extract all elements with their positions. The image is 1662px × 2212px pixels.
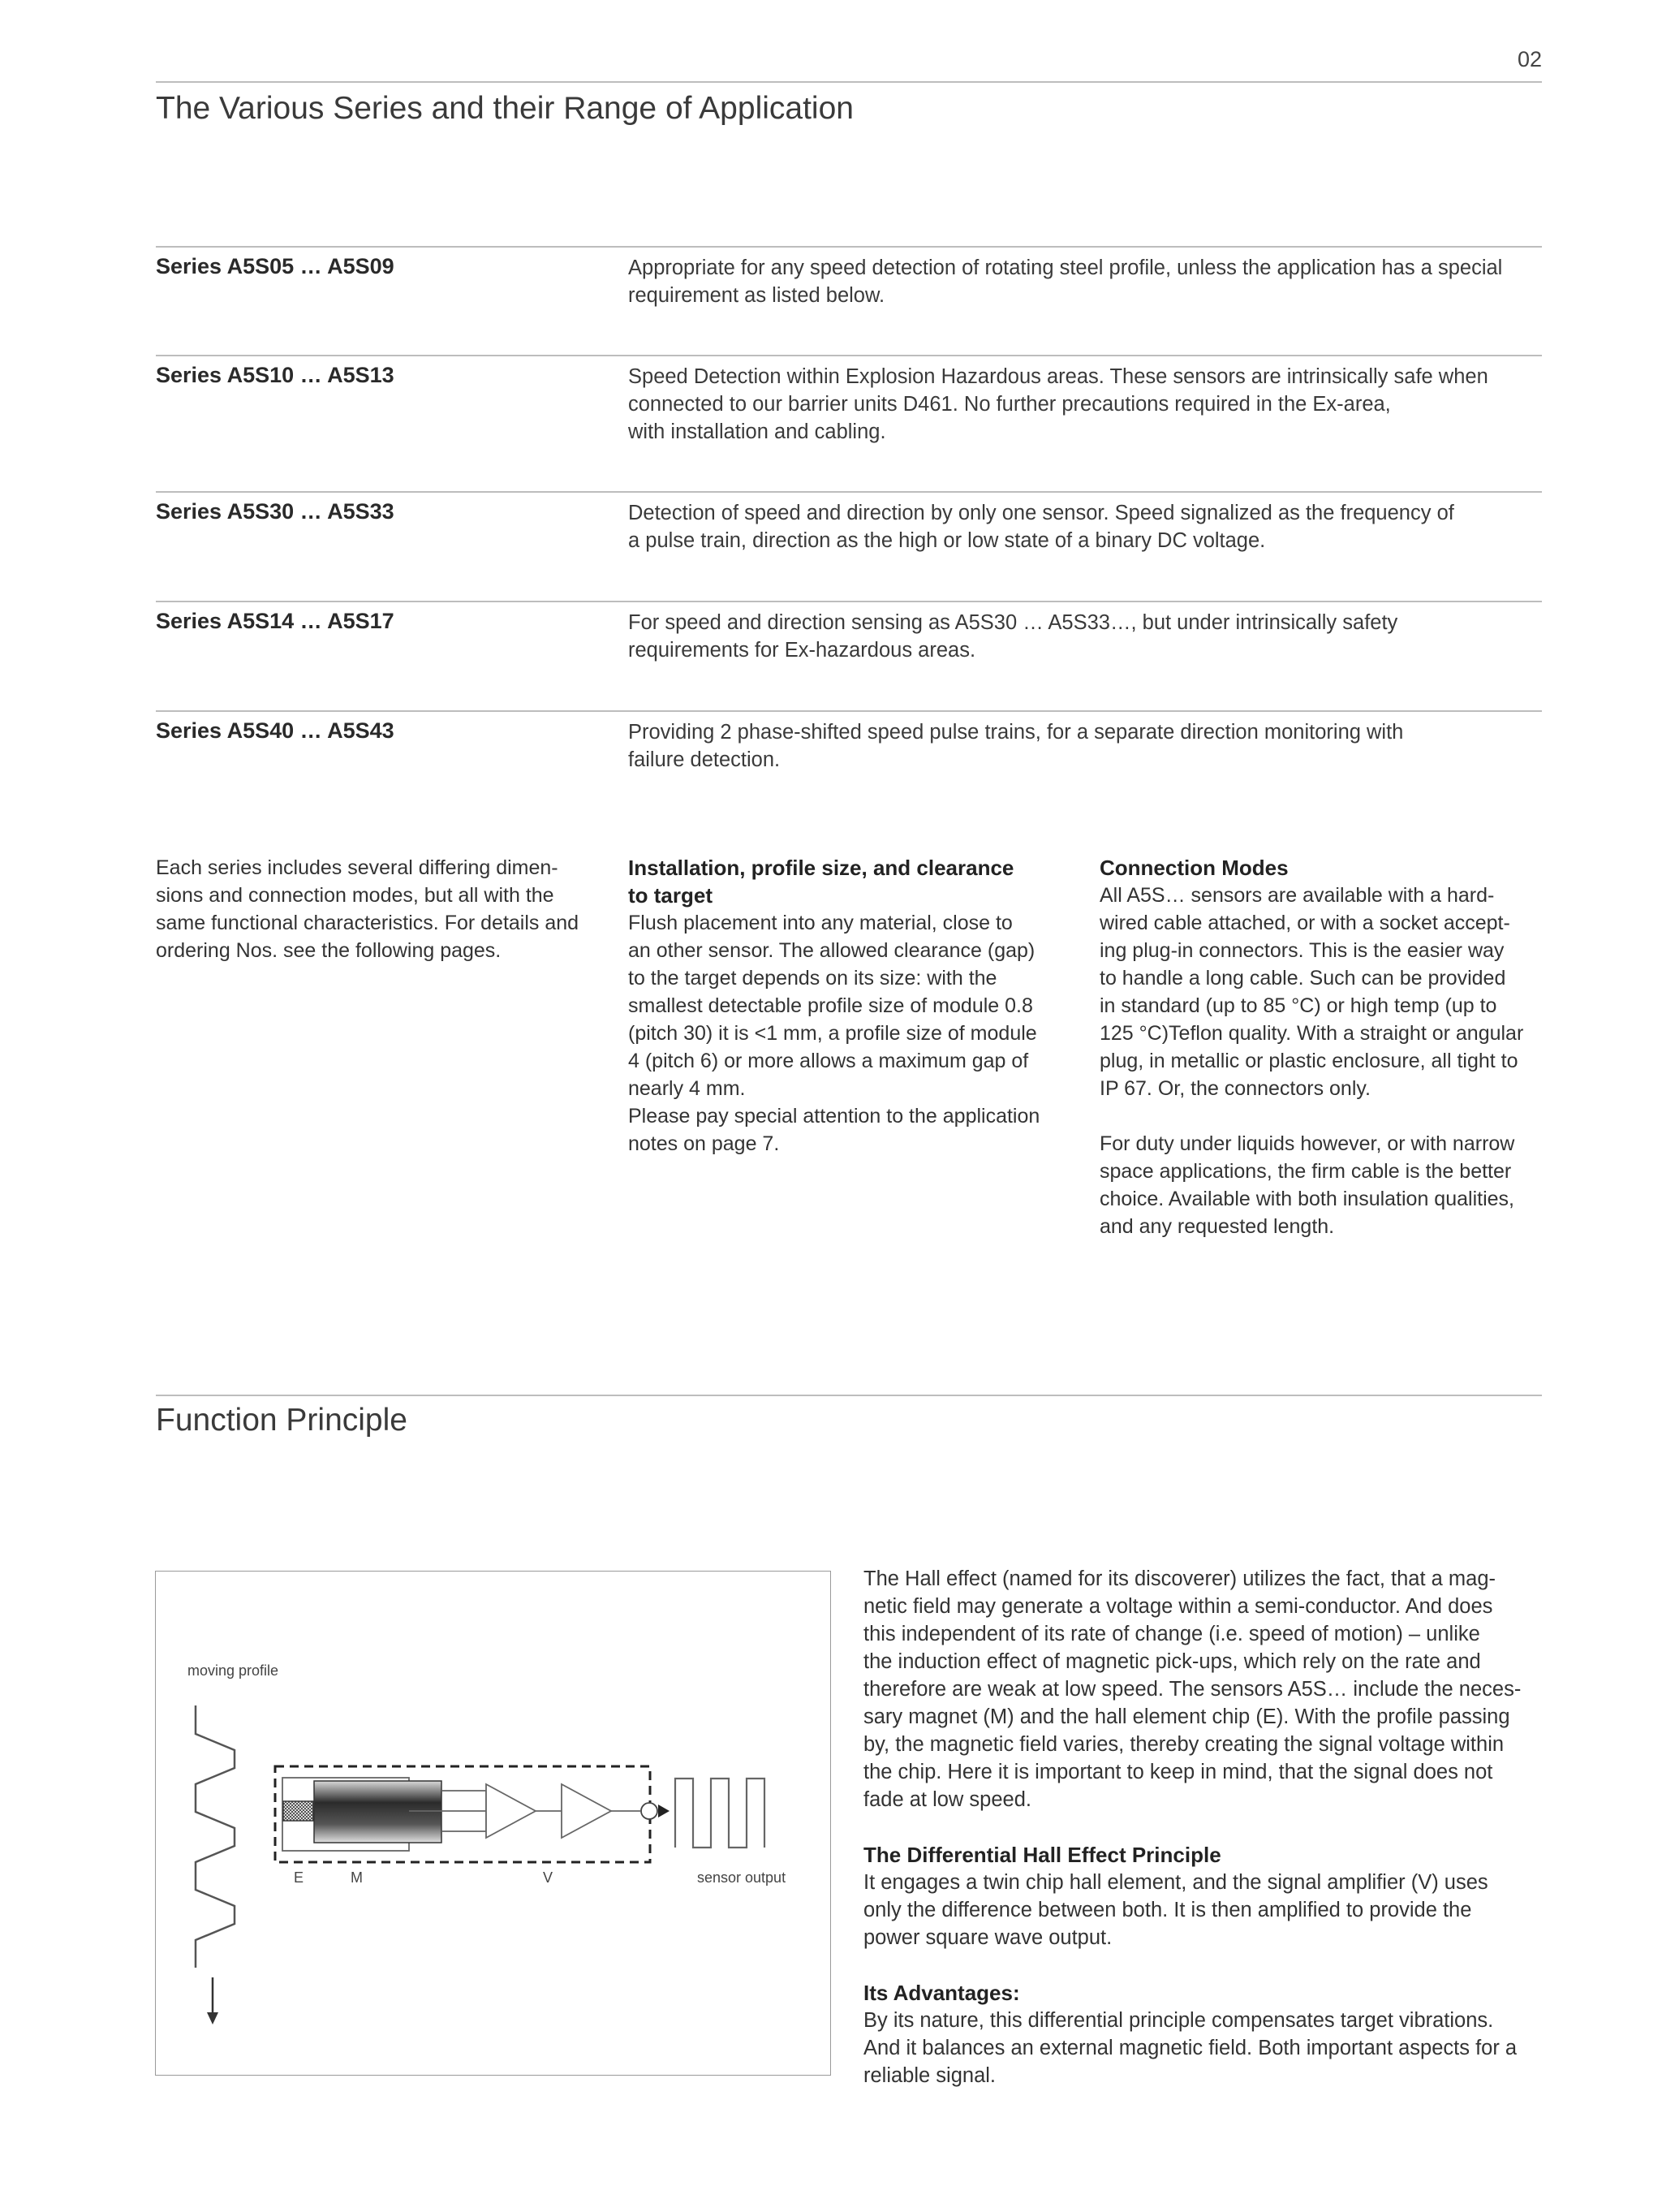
series-name: Series A5S05 … A5S09 bbox=[156, 254, 394, 278]
hall-element-chip bbox=[283, 1801, 313, 1821]
series-description: Appropriate for any speed detection of rotating steel profile, unless the application has a special requirement as listed below. bbox=[628, 257, 1503, 307]
text-line: ing plug-in connectors. This is the easier way bbox=[1100, 939, 1505, 962]
diagram-graphic bbox=[156, 1572, 832, 2076]
text-line: The Hall effect (named for its discoverer) utilizes the fact, that a mag- bbox=[863, 1567, 1496, 1590]
series-rule bbox=[156, 491, 1542, 493]
text-line: the induction effect of magnetic pick-ups, which rely on the rate and bbox=[863, 1650, 1481, 1673]
spacer bbox=[863, 1813, 1545, 1841]
section-title-function: Function Principle bbox=[156, 1403, 407, 1438]
text-line: All A5S… sensors are available with a hard- bbox=[1100, 884, 1495, 907]
series-name: Series A5S10 … A5S13 bbox=[156, 363, 394, 387]
section-rule bbox=[156, 1395, 1542, 1396]
text-line: By its nature, this differential principle compensates target vibrations. bbox=[863, 2009, 1494, 2032]
text-line: It engages a twin chip hall element, and the signal amplifier (V) uses bbox=[863, 1871, 1488, 1894]
text-line: and any requested length. bbox=[1100, 1215, 1335, 1238]
spacer bbox=[1100, 1102, 1554, 1130]
label-v: V bbox=[543, 1869, 553, 1886]
text-line: sions and connection modes, but all with the bbox=[156, 884, 554, 907]
text-line: IP 67. Or, the connectors only. bbox=[1100, 1077, 1371, 1100]
text-line: nearly 4 mm. bbox=[628, 1077, 746, 1100]
text-line: an other sensor. The allowed clearance (gap) bbox=[628, 939, 1036, 962]
direction-arrow-head bbox=[207, 2012, 218, 2024]
text-line: to the target depends on its size: with the bbox=[628, 967, 997, 990]
label-m: M bbox=[351, 1869, 363, 1886]
text-line: in standard (up to 85 °C) or high temp (up to bbox=[1100, 994, 1497, 1017]
sensor-output-label: sensor output bbox=[697, 1869, 786, 1886]
connection-heading: Connection Modes bbox=[1100, 856, 1289, 880]
series-name: Series A5S14 … A5S17 bbox=[156, 609, 394, 633]
series-description: For speed and direction sensing as A5S30 … A5S33…, but under intrinsically safety requirements for Ex-hazardous areas. bbox=[628, 611, 1398, 662]
text-line: Each series includes several differing dimen- bbox=[156, 856, 558, 879]
magnet bbox=[314, 1781, 441, 1843]
series-rule bbox=[156, 355, 1542, 356]
text-line: netic field may generate a voltage within a semi-conductor. And does bbox=[863, 1595, 1493, 1618]
moving-profile-label: moving profile bbox=[187, 1662, 279, 1679]
text-line: therefore are weak at low speed. The sensors A5S… include the neces- bbox=[863, 1678, 1522, 1701]
intro-column bbox=[156, 854, 610, 964]
series-name: Series A5S40 … A5S43 bbox=[156, 718, 394, 743]
text-line: 4 (pitch 6) or more allows a maximum gap of bbox=[628, 1050, 1029, 1072]
text-line: only the difference between both. It is then amplified to provide the bbox=[863, 1899, 1472, 1921]
text-line: the chip. Here it is important to keep in mind, that the signal does not bbox=[863, 1761, 1493, 1783]
text-line: to handle a long cable. Such can be provided bbox=[1100, 967, 1506, 990]
amplifier-2 bbox=[562, 1784, 611, 1838]
differential-heading: The Differential Hall Effect Principle bbox=[863, 1843, 1221, 1867]
series-rule bbox=[156, 710, 1542, 712]
text-line: smallest detectable profile size of module 0.8 bbox=[628, 994, 1033, 1017]
text-line: notes on page 7. bbox=[628, 1132, 780, 1155]
square-wave-output bbox=[675, 1779, 764, 1848]
text-line: ordering Nos. see the following pages. bbox=[156, 939, 502, 962]
spacer bbox=[863, 1951, 1545, 1979]
text-line: (pitch 30) it is <1 mm, a profile size of module bbox=[628, 1022, 1037, 1045]
text-line: reliable signal. bbox=[863, 2064, 997, 2087]
text-line: same functional characteristics. For details and bbox=[156, 912, 579, 934]
series-name: Series A5S30 … A5S33 bbox=[156, 499, 394, 524]
output-arrow bbox=[658, 1805, 670, 1817]
installation-heading: Installation, profile size, and clearance bbox=[628, 856, 1014, 880]
text-line: 125 °C)Teflon quality. With a straight or angular bbox=[1100, 1022, 1524, 1045]
text-line: plug, in metallic or plastic enclosure, all tight to bbox=[1100, 1050, 1518, 1072]
moving-profile-teeth bbox=[196, 1705, 235, 1968]
series-description: Detection of speed and direction by only one sensor. Speed signalized as the frequency of a pulse train, direction as the high or low state of a binary DC voltage. bbox=[628, 502, 1454, 552]
text-line: sary magnet (M) and the hall element chip (E). With the profile passing bbox=[863, 1705, 1510, 1728]
amplifier-1 bbox=[486, 1784, 536, 1838]
connection-column bbox=[1100, 854, 1554, 1240]
text-line: Please pay special attention to the application bbox=[628, 1105, 1040, 1128]
text-line: For duty under liquids however, or with narrow bbox=[1100, 1132, 1515, 1155]
section-title-series: The Various Series and their Range of Application bbox=[156, 91, 854, 126]
series-rule bbox=[156, 246, 1542, 248]
installation-heading: to target bbox=[628, 883, 713, 908]
text-line: power square wave output. bbox=[863, 1926, 1113, 1949]
text-line: wired cable attached, or with a socket accept- bbox=[1100, 912, 1510, 934]
series-description: Providing 2 phase-shifted speed pulse trains, for a separate direction monitoring with failure detection. bbox=[628, 721, 1404, 771]
text-line: fade at low speed. bbox=[863, 1788, 1031, 1811]
text-line: space applications, the firm cable is the better bbox=[1100, 1160, 1512, 1183]
series-rule bbox=[156, 601, 1542, 602]
label-e: E bbox=[294, 1869, 304, 1886]
text-line: choice. Available with both insulation qualities, bbox=[1100, 1188, 1514, 1210]
function-description bbox=[863, 1565, 1545, 2089]
page-number: 02 bbox=[1517, 47, 1542, 71]
text-line: by, the magnetic field varies, thereby creating the signal voltage within bbox=[863, 1733, 1505, 1756]
text-line: And it balances an external magnetic field. Both important aspects for a bbox=[863, 2037, 1518, 2059]
advantages-heading: Its Advantages: bbox=[863, 1981, 1020, 2005]
hall-sensor-diagram bbox=[155, 1571, 831, 2076]
text-line: this independent of its rate of change (i.e. speed of motion) – unlike bbox=[863, 1623, 1480, 1645]
header-rule bbox=[156, 81, 1542, 83]
installation-column bbox=[628, 854, 1091, 1158]
series-description: Speed Detection within Explosion Hazardous areas. These sensors are intrinsically safe when connected to our barrier units D461. No further precautions required in the Ex-area, with installation and cabling. bbox=[628, 365, 1488, 443]
text-line: Flush placement into any material, close to bbox=[628, 912, 1013, 934]
output-node bbox=[641, 1803, 657, 1819]
